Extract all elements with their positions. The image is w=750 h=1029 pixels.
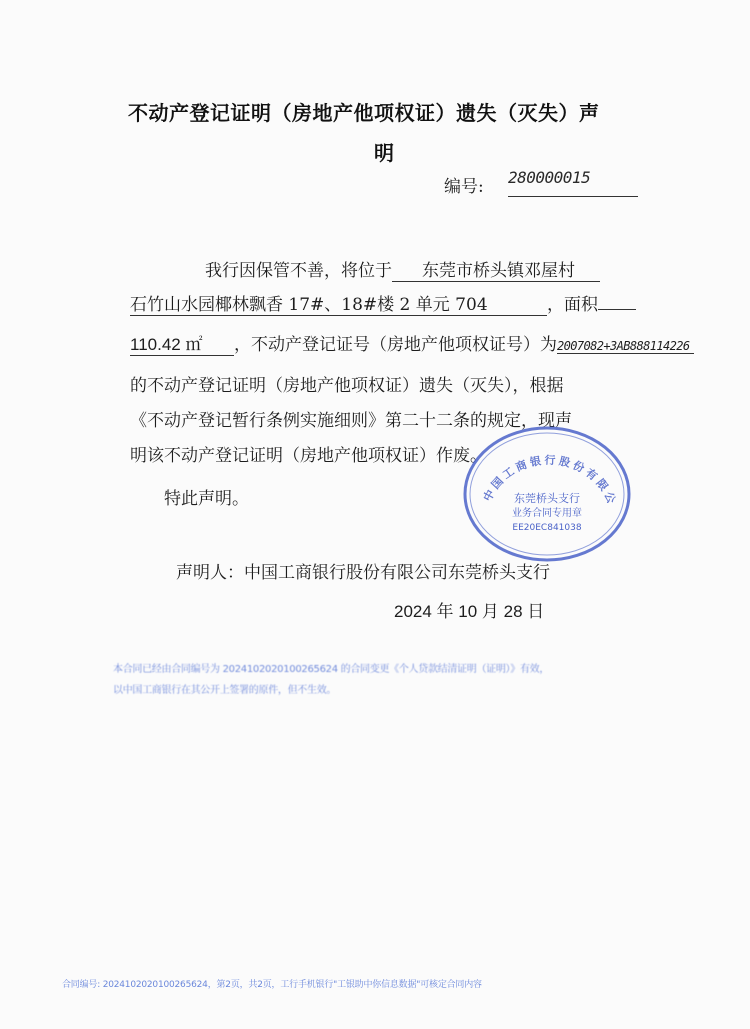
body-line-3 <box>130 330 694 356</box>
declarant: 声明人：中国工商银行股份有限公司东莞桥头支行 <box>176 563 550 583</box>
area-value: 110.42 ㎡ <box>130 330 234 356</box>
serial-label: 编号: <box>444 177 484 197</box>
seal-branch: 东莞桥头支行 <box>514 492 580 505</box>
footer-note: 合同编号: 2024102020100265624，第2页，共2页，工行手机银行"工银助中你信息数据"可核定合同内容 <box>62 980 482 990</box>
serial-value: 280000015 <box>508 168 638 197</box>
declaration-date: 2024 年 10 月 28 日 <box>394 602 545 621</box>
body-line-1 <box>205 256 600 282</box>
title-line-2: 明 <box>374 141 395 165</box>
body-line-2 <box>130 290 636 316</box>
body-intro: 我行因保管不善，将位于 <box>205 261 392 281</box>
cert-label: ，不动产登记证号（房地产他项权证号）为 <box>234 335 557 355</box>
smudged-note-1: 本合同已经由合同编号为 2024102020100265624 的合同变更《个人贷款结清证明（证明）》有效， <box>113 664 550 675</box>
cert-number: 2007082+3AB888114226 <box>557 339 694 354</box>
body-line-6: 明该不动产登记证明（房地产他项权证）作废。 <box>130 446 487 466</box>
seal-arc-text: 中国工商银行股份有限公 <box>480 453 619 508</box>
official-seal <box>458 418 636 564</box>
serial-number <box>444 168 644 202</box>
location-part-2: 石竹山水园椰林飘香 17#、18#楼 2 单元 704 <box>130 290 547 316</box>
area-label: ，面积 <box>547 295 598 315</box>
body-line-4: 的不动产登记证明（房地产他项权证）遗失（灭失），根据 <box>130 376 564 396</box>
body-line-5: 《不动产登记暂行条例实施细则》第二十二条的规定，现声 <box>130 411 572 431</box>
seal-purpose: 业务合同专用章 <box>512 508 582 519</box>
area-blank <box>598 293 636 310</box>
location-part-1: 东莞市桥头镇邓屋村 <box>392 256 600 282</box>
closing-text: 特此声明。 <box>164 489 249 509</box>
seal-code: EE20EC841038 <box>512 523 582 533</box>
title-line-1: 不动产登记证明（房地产他项权证）遗失（灭失）声 <box>128 101 600 125</box>
document-title <box>128 93 648 173</box>
smudged-note-2: 以中国工商银行在其公开上签署的原件，但不生效。 <box>113 685 337 696</box>
seal-graphic <box>458 418 636 564</box>
